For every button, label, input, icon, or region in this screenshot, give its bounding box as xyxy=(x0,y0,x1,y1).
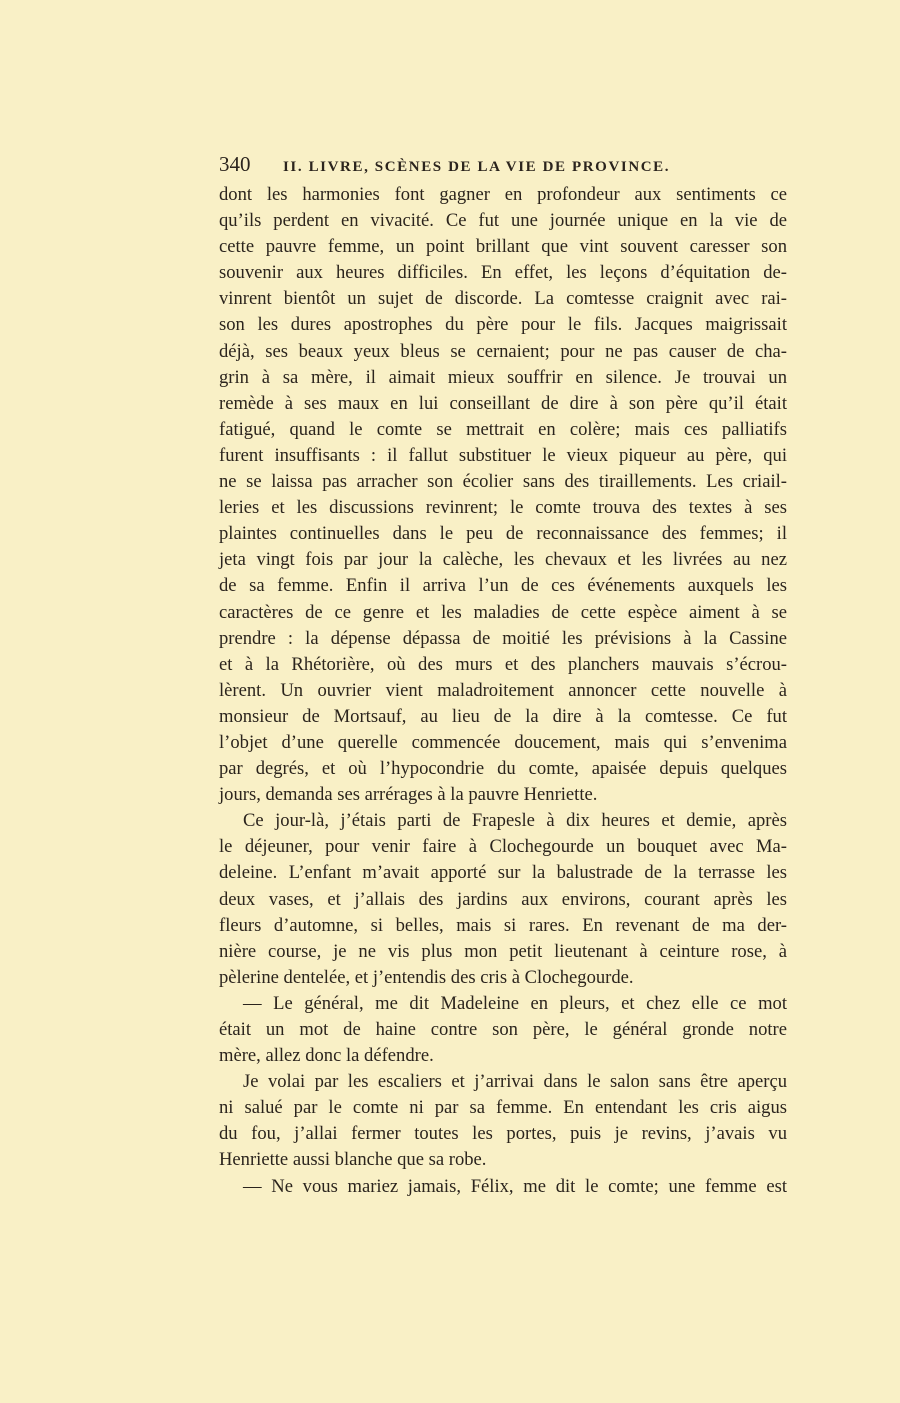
text-line: du fou, j’allai fermer toutes les portes, puis je revins, j’avais vu xyxy=(219,1123,787,1145)
text-line: pèlerine dentelée, et j’entendis des cris à Clochegourde. xyxy=(219,966,634,988)
text-line: deux vases, et j’allais des jardins aux environs, courant après les xyxy=(219,888,787,910)
text-line: caractères de ce genre et les maladies de cette espèce aiment à se xyxy=(219,601,787,623)
running-header xyxy=(219,152,787,182)
text-line: monsieur de Mortsauf, au lieu de la dire à la comtesse. Ce fut xyxy=(219,705,787,727)
text-line: furent insuffisants : il fallut substituer le vieux piqueur au père, qui xyxy=(219,444,787,466)
page-number: 340 xyxy=(219,152,251,176)
text-line: — Ne vous mariez jamais, Félix, me dit le comte; une femme est xyxy=(243,1175,787,1197)
text-line: souvenir aux heures difficiles. En effet, les leçons d’équitation de- xyxy=(219,262,787,284)
text-line: prendre : la dépense dépassa de moitié les prévisions à la Cassine xyxy=(219,627,787,649)
text-line: le déjeuner, pour venir faire à Clochegourde un bouquet avec Ma- xyxy=(219,836,787,858)
text-line: lèrent. Un ouvrier vient maladroitement annoncer cette nouvelle à xyxy=(219,679,787,701)
text-line: leries et les discussions revinrent; le comte trouva des textes à ses xyxy=(219,497,787,519)
text-line: nière course, je ne vis plus mon petit lieutenant à ceinture rose, à xyxy=(219,940,787,962)
text-line: grin à sa mère, il aimait mieux souffrir en silence. Je trouvai un xyxy=(219,366,787,388)
text-line: de sa femme. Enfin il arriva l’un de ces événements auxquels les xyxy=(219,575,787,597)
book-page xyxy=(219,152,787,1200)
text-line: remède à ses maux en lui conseillant de dire à son père qu’il était xyxy=(219,392,787,414)
text-line: déjà, ses beaux yeux bleus se cernaient; pour ne pas causer de cha- xyxy=(219,340,787,362)
body-text xyxy=(219,182,787,1200)
text-line: dont les harmonies font gagner en profondeur aux sentiments ce xyxy=(219,184,787,205)
text-line: qu’ils perdent en vivacité. Ce fut une journée unique en la vie de xyxy=(219,210,787,232)
text-line: jeta vingt fois par jour la calèche, les chevaux et les livrées au nez xyxy=(219,549,787,571)
text-line: plaintes continuelles dans le peu de reconnaissance des femmes; il xyxy=(219,523,787,545)
running-title: II. LIVRE, SCÈNES DE LA VIE DE PROVINCE. xyxy=(283,159,671,175)
text-line: Henriette aussi blanche que sa robe. xyxy=(219,1149,487,1171)
text-line: mère, allez donc la défendre. xyxy=(219,1045,434,1067)
text-line: fatigué, quand le comte se mettrait en colère; mais ces palliatifs xyxy=(219,418,787,440)
text-line: jours, demanda ses arrérages à la pauvre Henriette. xyxy=(219,784,598,806)
text-line: vinrent bientôt un sujet de discorde. La comtesse craignit avec rai- xyxy=(219,288,787,310)
text-line: par degrés, et où l’hypocondrie du comte, apaisée depuis quelques xyxy=(219,758,787,780)
text-line: cette pauvre femme, un point brillant que vint souvent caresser son xyxy=(219,236,787,258)
text-line: et à la Rhétorière, où des murs et des planchers mauvais s’écrou- xyxy=(219,653,787,675)
text-line: l’objet d’une querelle commencée doucement, mais qui s’envenima xyxy=(219,731,787,753)
text-line: fleurs d’automne, si belles, mais si rares. En revenant de ma der- xyxy=(219,914,787,936)
text-line: ni salué par le comte ni par sa femme. En entendant les cris aigus xyxy=(219,1097,787,1119)
text-line: deleine. L’enfant m’avait apporté sur la balustrade de la terrasse les xyxy=(219,862,787,884)
text-line: était un mot de haine contre son père, le général gronde notre xyxy=(219,1019,787,1040)
text-line: — Le général, me dit Madeleine en pleurs, et chez elle ce mot xyxy=(243,992,787,1014)
text-line: son les dures apostrophes du père pour le fils. Jacques maigrissait xyxy=(219,314,787,336)
text-line: Je volai par les escaliers et j’arrivai dans le salon sans être aperçu xyxy=(243,1071,787,1093)
text-line: ne se laissa pas arracher son écolier sans des tiraillements. Les criail- xyxy=(219,471,787,493)
text-line: Ce jour-là, j’étais parti de Frapesle à dix heures et demie, après xyxy=(243,810,787,832)
